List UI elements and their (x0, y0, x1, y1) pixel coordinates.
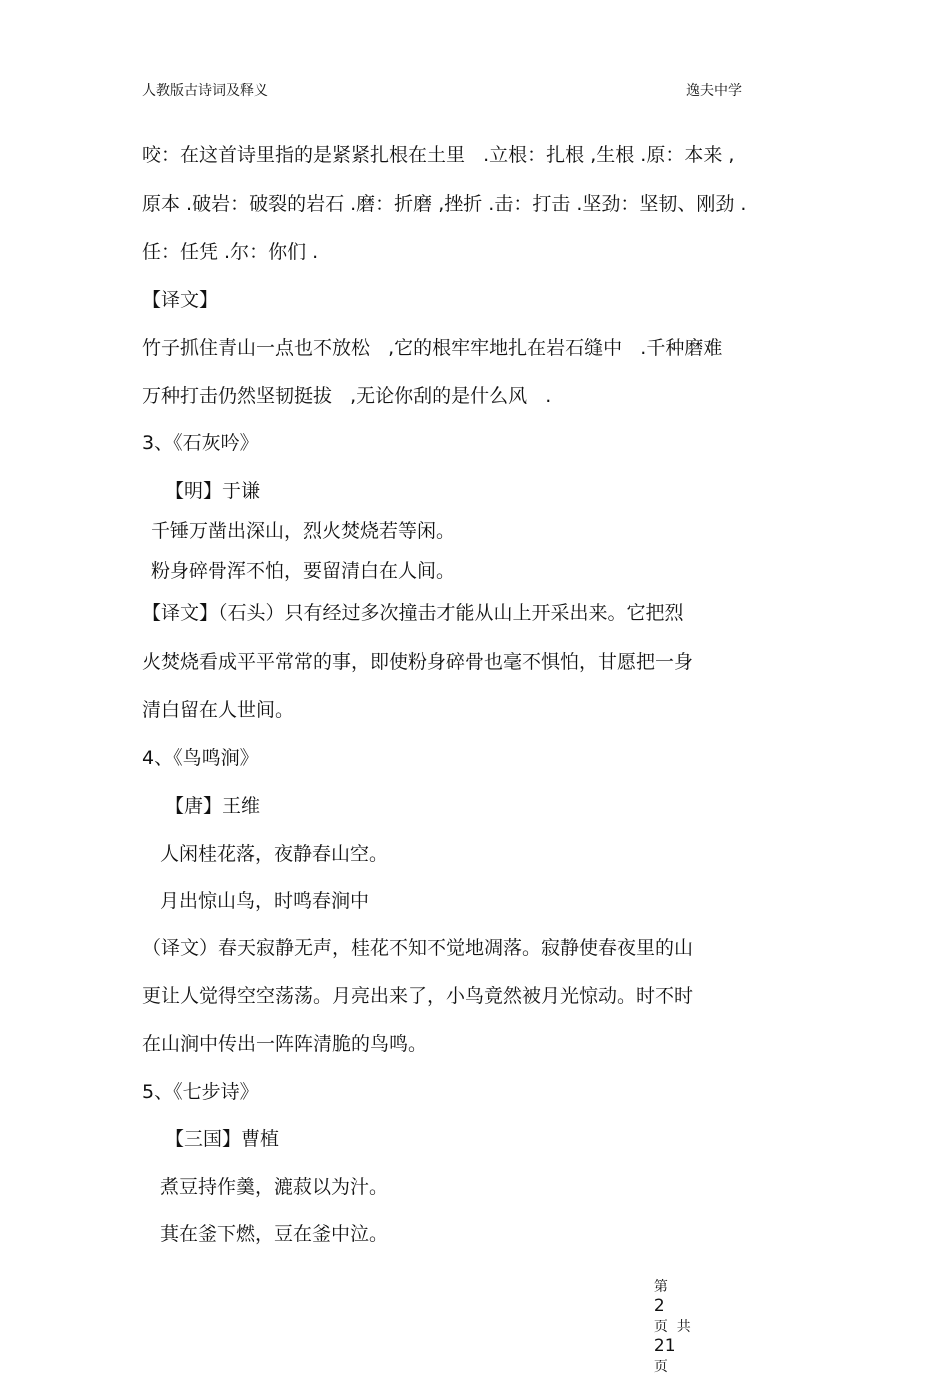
translation-line: （译文）春天寂静无声，桂花不知不觉地凋落。寂静使春夜里的山 (142, 937, 694, 959)
poem-line: 粉身碎骨浑不怕，要留清白在人间。 (151, 560, 456, 582)
translation-line: 【译文】（石头）只有经过多次撞击才能从山上开采出来。它把烈 (142, 602, 684, 624)
poem-line: 萁在釜下燃，豆在釜中泣。 (160, 1223, 389, 1245)
poem-author: 【明】于谦 (165, 480, 261, 502)
text-line: 万种打击仍然坚韧挺拔 ,无论你刮的是什么风 . (142, 385, 552, 407)
poem-title: 5、《七步诗》 (142, 1081, 259, 1103)
header-title: 人教版古诗词及释义 (142, 83, 268, 99)
text-line: 原本 .破岩：破裂的岩石 .磨：折磨 ,挫折 .击：打击 .坚劲：坚韧、刚劲 . (142, 193, 747, 215)
section-heading: 【译文】 (142, 289, 219, 311)
text-line: 咬：在这首诗里指的是紧紧扎根在土里 .立根：扎根 ,生根 .原：本来 , (142, 144, 735, 166)
header-school: 逸夫中学 (686, 83, 742, 99)
text-line: 竹子抓住青山一点也不放松 ,它的根牢牢地扎在岩石缝中 .千种磨难 (142, 337, 723, 359)
poem-line: 人闲桂花落，夜静春山空。 (160, 843, 389, 865)
page-footer (645, 1260, 691, 1376)
footer-middle: 页 共 (653, 1319, 691, 1335)
poem-line: 月出惊山鸟，时鸣春涧中 (160, 890, 370, 912)
text-line: 任：任凭 .尔：你们 . (142, 241, 319, 263)
poem-title: 4、《鸟鸣涧》 (142, 747, 259, 769)
poem-line: 煮豆持作羹，漉菽以为汁。 (160, 1176, 389, 1198)
poem-author: 【唐】王维 (165, 795, 261, 817)
translation-line: 清白留在人世间。 (142, 699, 295, 721)
page-number: 2 (653, 1296, 665, 1316)
translation-line: 火焚烧看成平平常常的事，即使粉身碎骨也毫不惧怕，甘愿把一身 (142, 651, 694, 673)
page-total: 21 (653, 1336, 676, 1356)
poem-title: 3、《石灰吟》 (142, 432, 259, 454)
poem-line: 千锤万凿出深山，烈火焚烧若等闲。 (151, 520, 456, 542)
translation-line: 更让人觉得空空荡荡。月亮出来了，小鸟竟然被月光惊动。时不时 (142, 985, 694, 1007)
poem-author: 【三国】曹植 (165, 1128, 280, 1150)
translation-line: 在山涧中传出一阵阵清脆的鸟鸣。 (142, 1033, 428, 1055)
footer-suffix: 页 (653, 1359, 668, 1375)
footer-prefix: 第 (653, 1279, 668, 1295)
